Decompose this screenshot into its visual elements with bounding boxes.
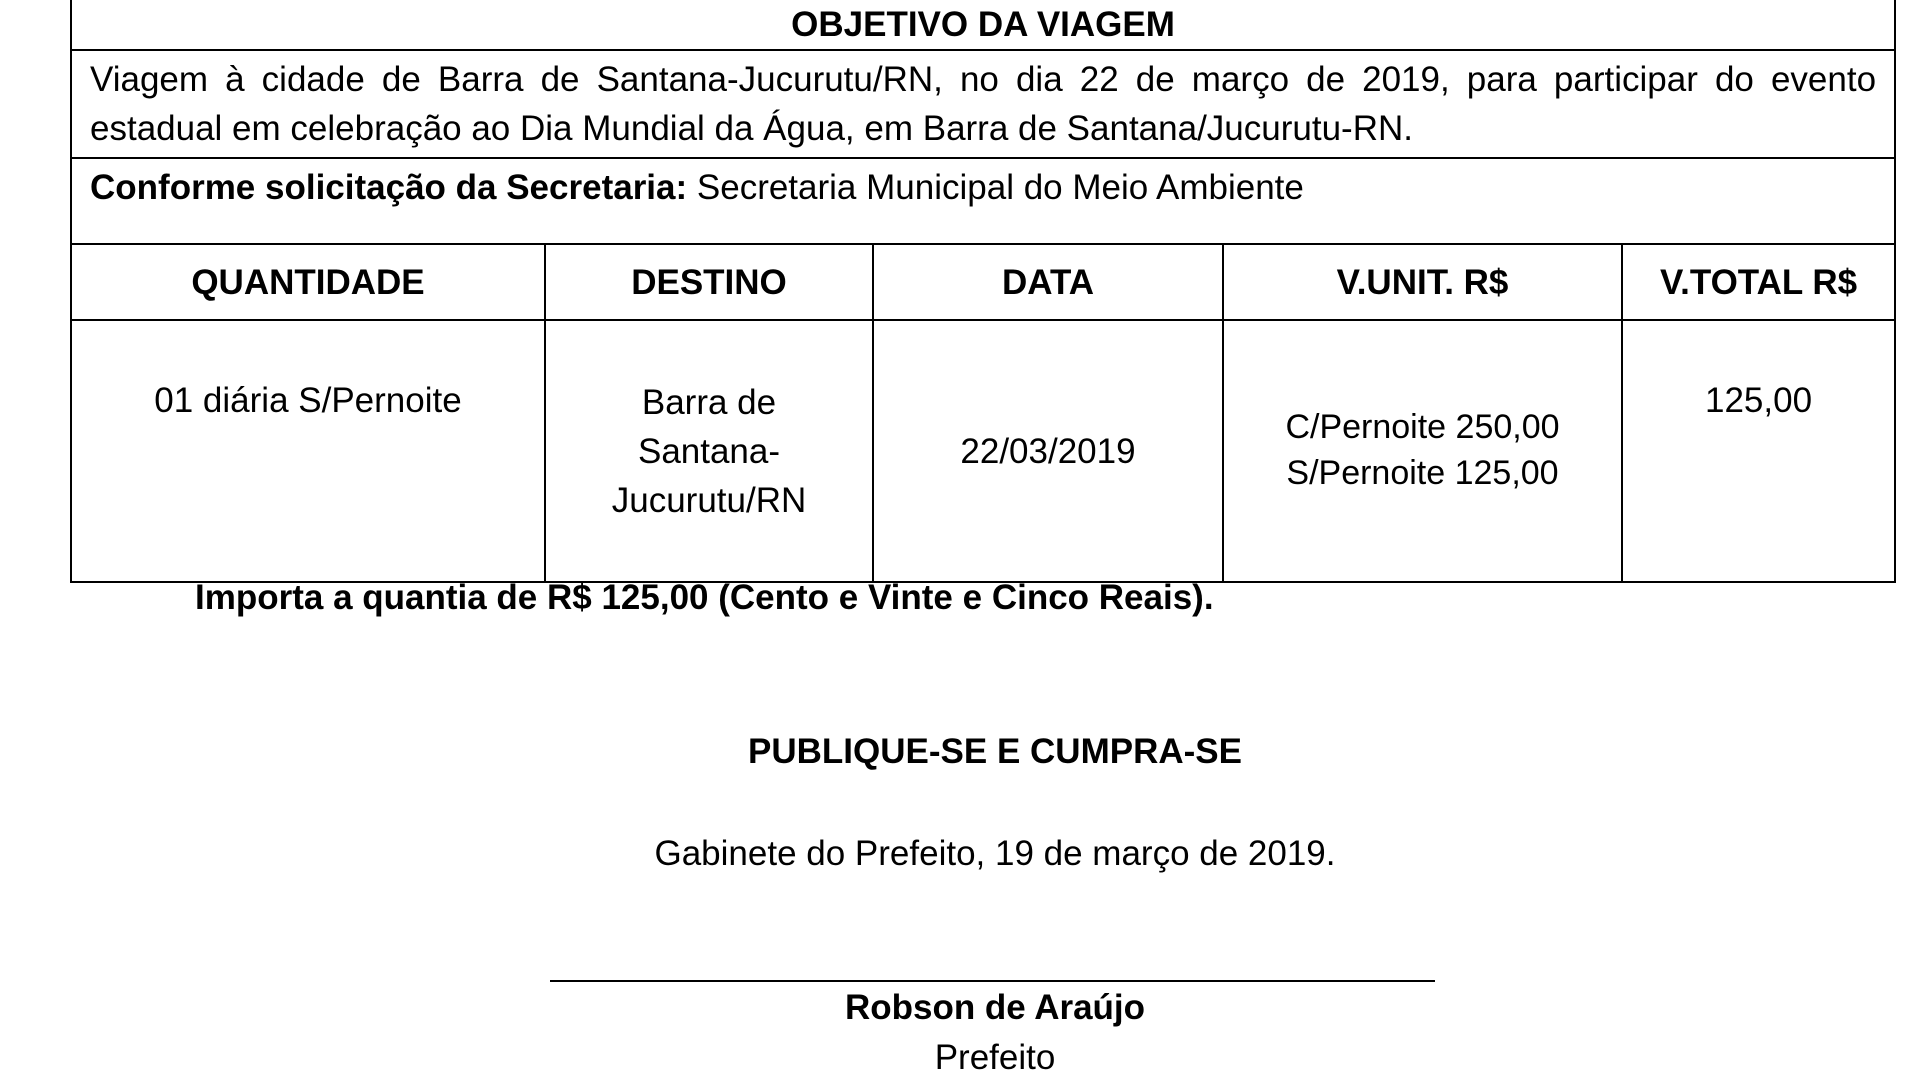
amount-statement: Importa a quantia de R$ 125,00 (Cento e Vinte e Cinco Reais).	[195, 578, 1214, 617]
office-date-line: Gabinete do Prefeito, 19 de março de 2019.	[654, 834, 1336, 873]
request-label: Conforme solicitação da Secretaria:	[90, 168, 688, 207]
cell-unit-value	[1223, 320, 1622, 582]
cell-date: 22/03/2019	[873, 320, 1223, 582]
unit-without-overnight: S/Pernoite 125,00	[1286, 454, 1559, 492]
signer-role: Prefeito	[934, 1038, 1056, 1077]
header-date: DATA	[873, 244, 1223, 320]
travel-table	[70, 0, 1896, 583]
cell-quantity: 01 diária S/Pernoite	[71, 320, 545, 582]
unit-with-overnight: C/Pernoite 250,00	[1285, 408, 1560, 447]
cell-total-value: 125,00	[1622, 320, 1895, 582]
signature-line	[550, 980, 1435, 982]
objective-text: Viagem à cidade de Barra de Santana-Jucurutu/RN, no dia 22 de março de 2019, para participar do evento estadual em celebração ao Dia Mundial da Água, em Barra de Santana/Jucurutu-RN.	[71, 50, 1895, 158]
request-value: Secretaria Municipal do Meio Ambiente	[687, 168, 1304, 207]
header-total-value: V.TOTAL R$	[1622, 244, 1895, 320]
objective-title: OBJETIVO DA VIAGEM	[71, 0, 1895, 50]
table-row	[71, 320, 1895, 582]
header-quantity: QUANTIDADE	[71, 244, 545, 320]
publish-heading: PUBLIQUE-SE E CUMPRA-SE	[748, 732, 1242, 771]
header-destination: DESTINO	[545, 244, 873, 320]
cell-destination: Barra de Santana-Jucurutu/RN	[545, 320, 873, 582]
table-header-row	[71, 244, 1895, 320]
signer-name: Robson de Araújo	[844, 988, 1146, 1027]
request-row	[71, 158, 1895, 244]
header-unit-value: V.UNIT. R$	[1223, 244, 1622, 320]
